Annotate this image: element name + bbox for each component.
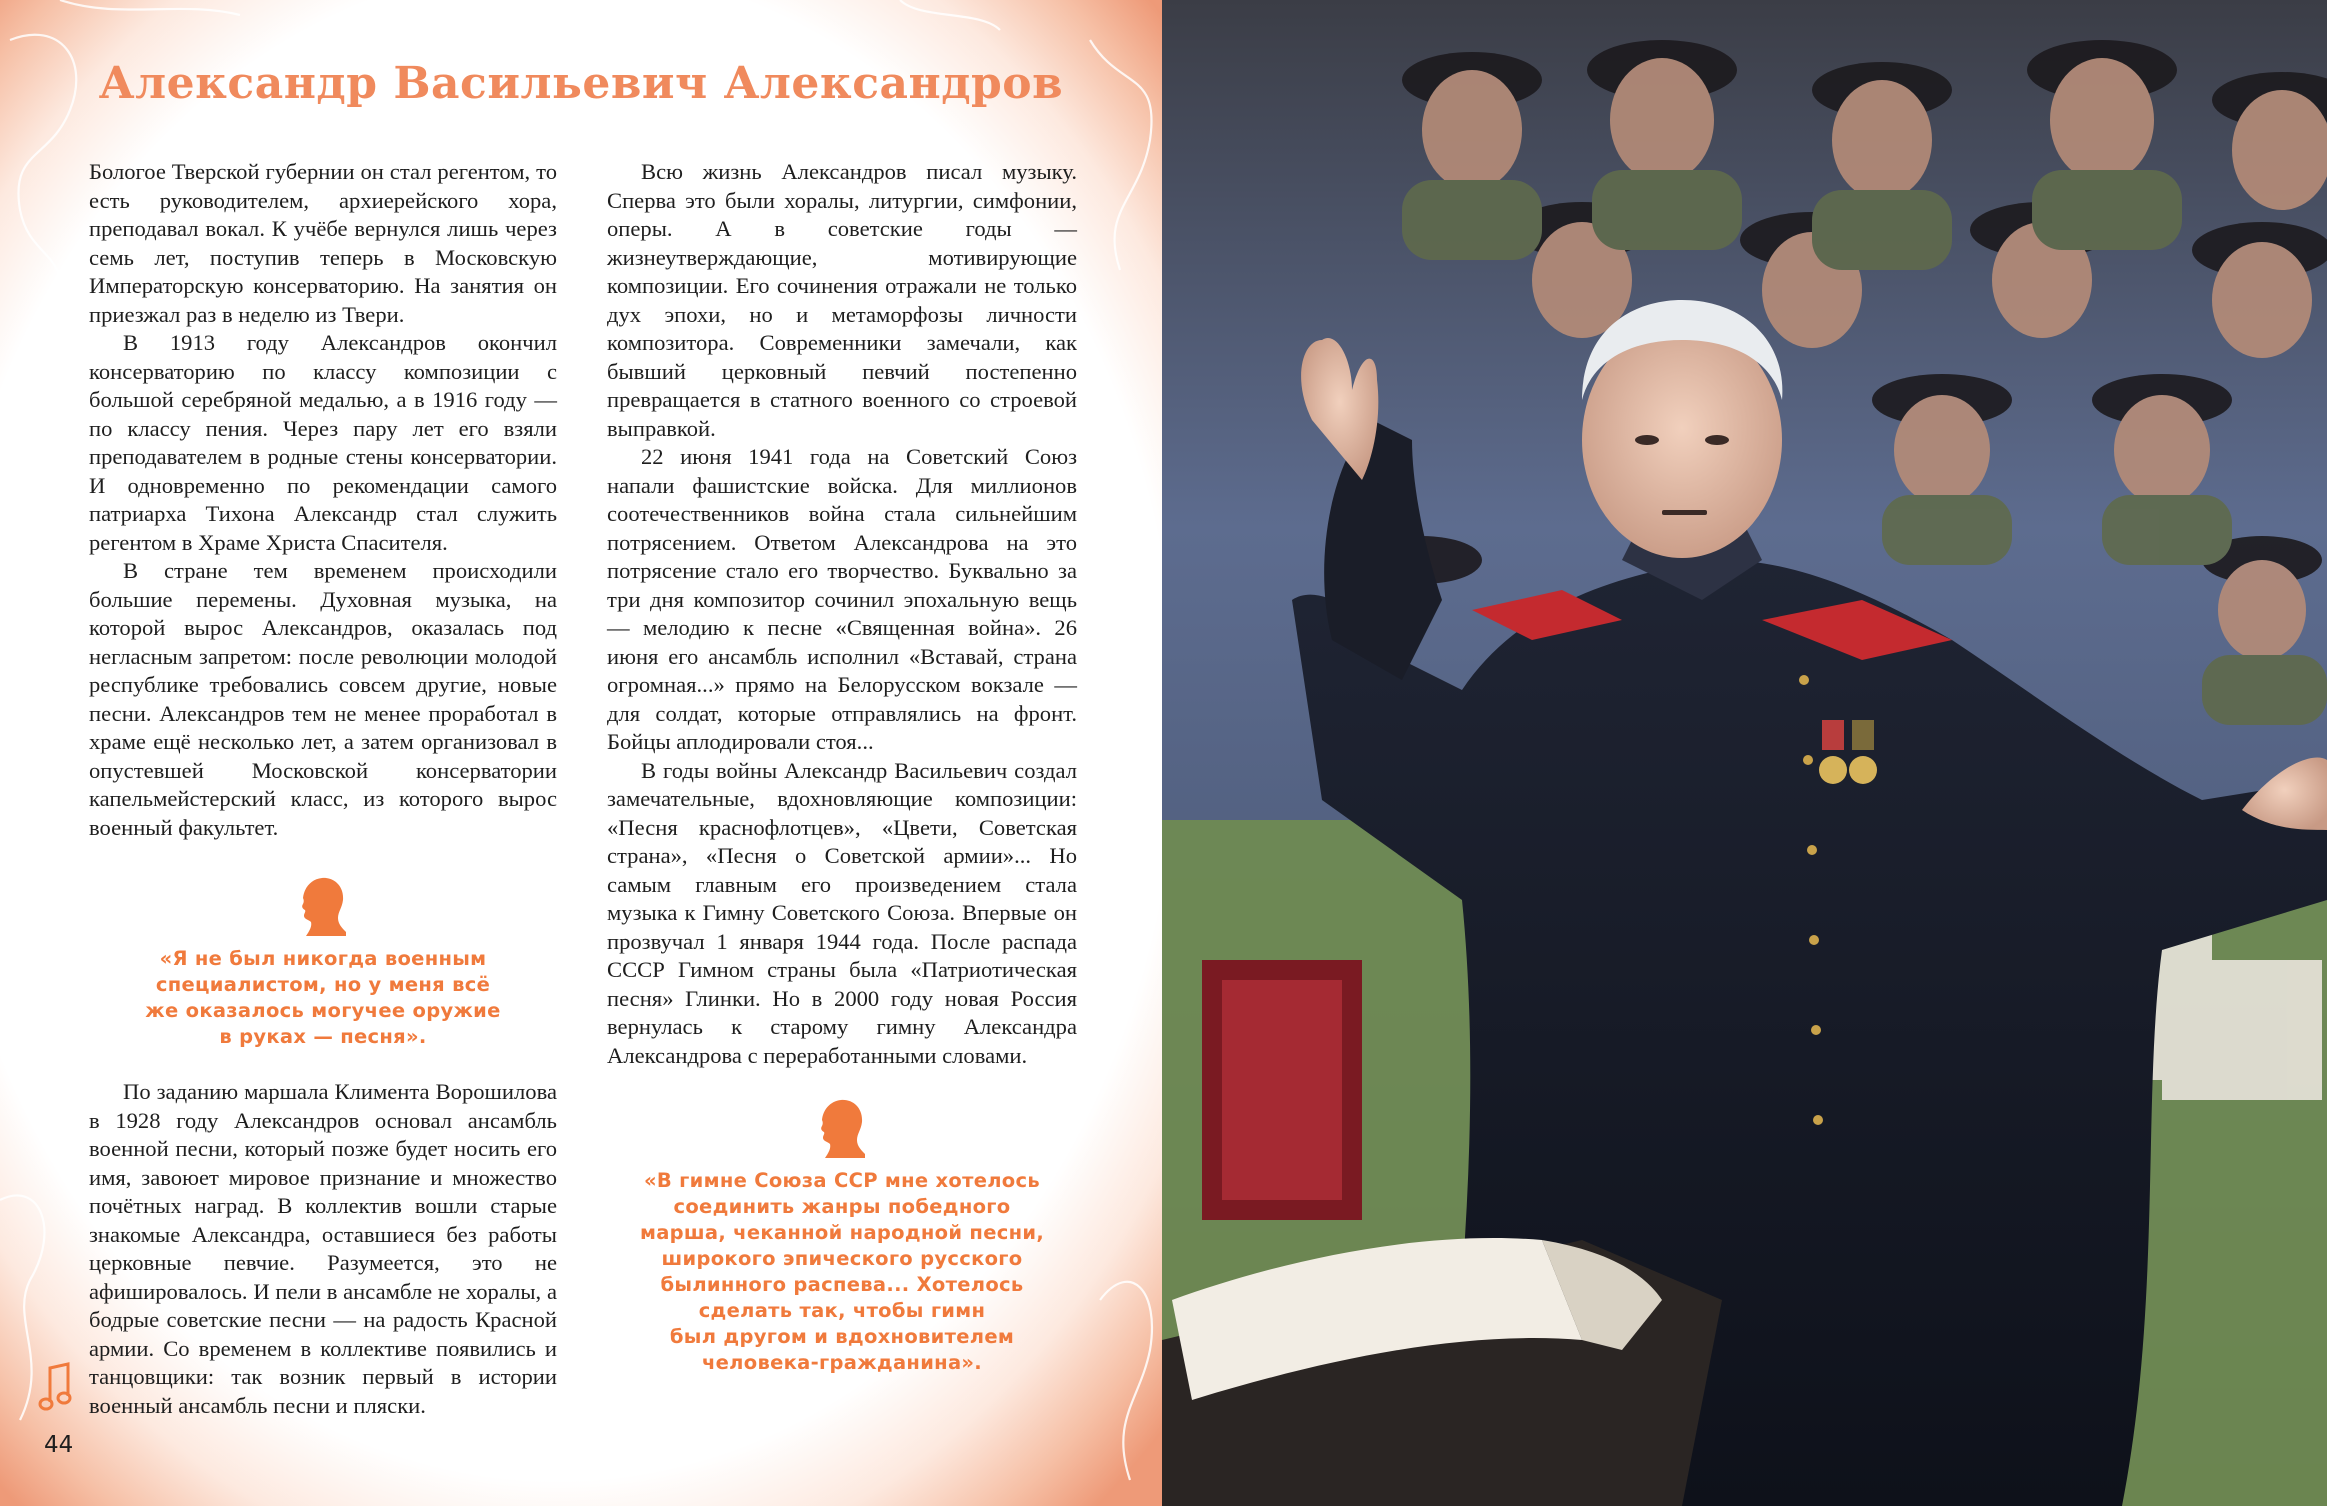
profile-silhouette-icon	[298, 876, 348, 936]
page-title: Александр Васильевич Александров	[98, 58, 1064, 109]
paragraph: Всю жизнь Александров писал музыку. Сперва это были хоралы, литургии, симфонии, оперы. А в советские годы — жизнеутверждающие, мотивирующие композиции. Его сочинения отражали не только дух эпохи, но и метаморфозы личности композитора. Современники замечали, как бывший церковный певчий постепенно превращается в статного военного со строевой выправкой.	[607, 159, 1077, 441]
quote-block	[89, 876, 557, 1050]
music-note-icon	[38, 1362, 74, 1414]
page-number: 44	[44, 1432, 74, 1458]
quote-text: «В гимне Союза ССР мне хотелось соединить жанры победного марша, чеканной народной песни, широкого эпического русского былинного распева... Хотелось сделать так, чтобы гимн был другом и вдохновителем человека-гражданина».	[639, 1169, 1045, 1374]
quote-text: «Я не был никогда военным специалистом, но у меня всё же оказалось могучее оружие в руках — песня».	[145, 947, 501, 1048]
paragraph: В стране тем временем происходили большие перемены. Духовная музыка, на которой вырос Александров, оказалась под негласным запретом: после революции молодой республике требовались совсем другие, новые песни. Александров тем не менее проработал в храме ещё несколько лет, а затем организовал в опустевшей Московской консерватории капельмейстерский класс, из которого вырос военный факультет.	[89, 558, 557, 840]
paragraph: В годы войны Александр Васильевич создал замечательные, вдохновляющие композиции: «Песня краснофлотцев», «Цвети, Советская страна», «Песня о Советской армии»... Но самым главным его произведением стала музыка к Гимну Советского Союза. Впервые он прозвучал 1 января 1944 года. После распада СССР Гимном страны была «Патриотическая песня» Глинки. Но в 2000 году новая Россия вернулась к старому гимну Александра Александрова с переработанными словами.	[607, 757, 1077, 1068]
paragraph: 22 июня 1941 года на Советский Союз напали фашистские войска. Для миллионов соотечественников война стала сильнейшим потрясением. Ответом Александрова на это потрясение стало его творчество. Буквально за три дня композитор сочинил эпохальную вещь — мелодию к песне «Священная война». 26 июня его ансамбль исполнил «Вставай, страна огромная...» прямо на Белорусском вокзале — для солдат, которые отправлялись на фронт. Бойцы аплодировали стоя...	[607, 444, 1077, 754]
quote-block	[607, 1098, 1077, 1376]
conductor-photo	[1162, 0, 2327, 1506]
paragraph: В 1913 году Александров окончил консерваторию по классу композиции с большой серебряной медалью, а в 1916 году — по классу пения. Через пару лет его взяли преподавателем в родные стены консерватории. И одновременно по рекомендации самого патриарха Тихона Александр стал служить регентом в Храме Христа Спасителя.	[89, 330, 557, 555]
text-column-left	[89, 158, 557, 1420]
text-column-right	[607, 158, 1077, 1376]
paragraph: Бологое Тверской губернии он стал регентом, то есть руководителем, архиерейского хора, преподавал вокал. К учёбе вернулся лишь через семь лет, поступив теперь в Московскую Императорскую консерваторию. На занятия он приезжал раз в неделю из Твери.	[89, 159, 557, 327]
left-page	[0, 0, 1162, 1506]
paragraph: По заданию маршала Климента Ворошилова в 1928 году Александров основал ансамбль военной песни, который позже будет носить его имя, завоюет мировое признание и множество почётных наград. В коллектив вошли старые знакомые Александра, оставшиеся без работы церковные певчие. Разумеется, это не афишировалось. И пели в ансамбле не хоралы, а бодрые советские песни — на радость Красной армии. Со временем в коллективе появились и танцовщики: так возник первый в истории военный ансамбль песни и пляски.	[89, 1079, 557, 1418]
profile-silhouette-icon	[817, 1098, 867, 1158]
conductor-illustration	[1162, 0, 2327, 1506]
